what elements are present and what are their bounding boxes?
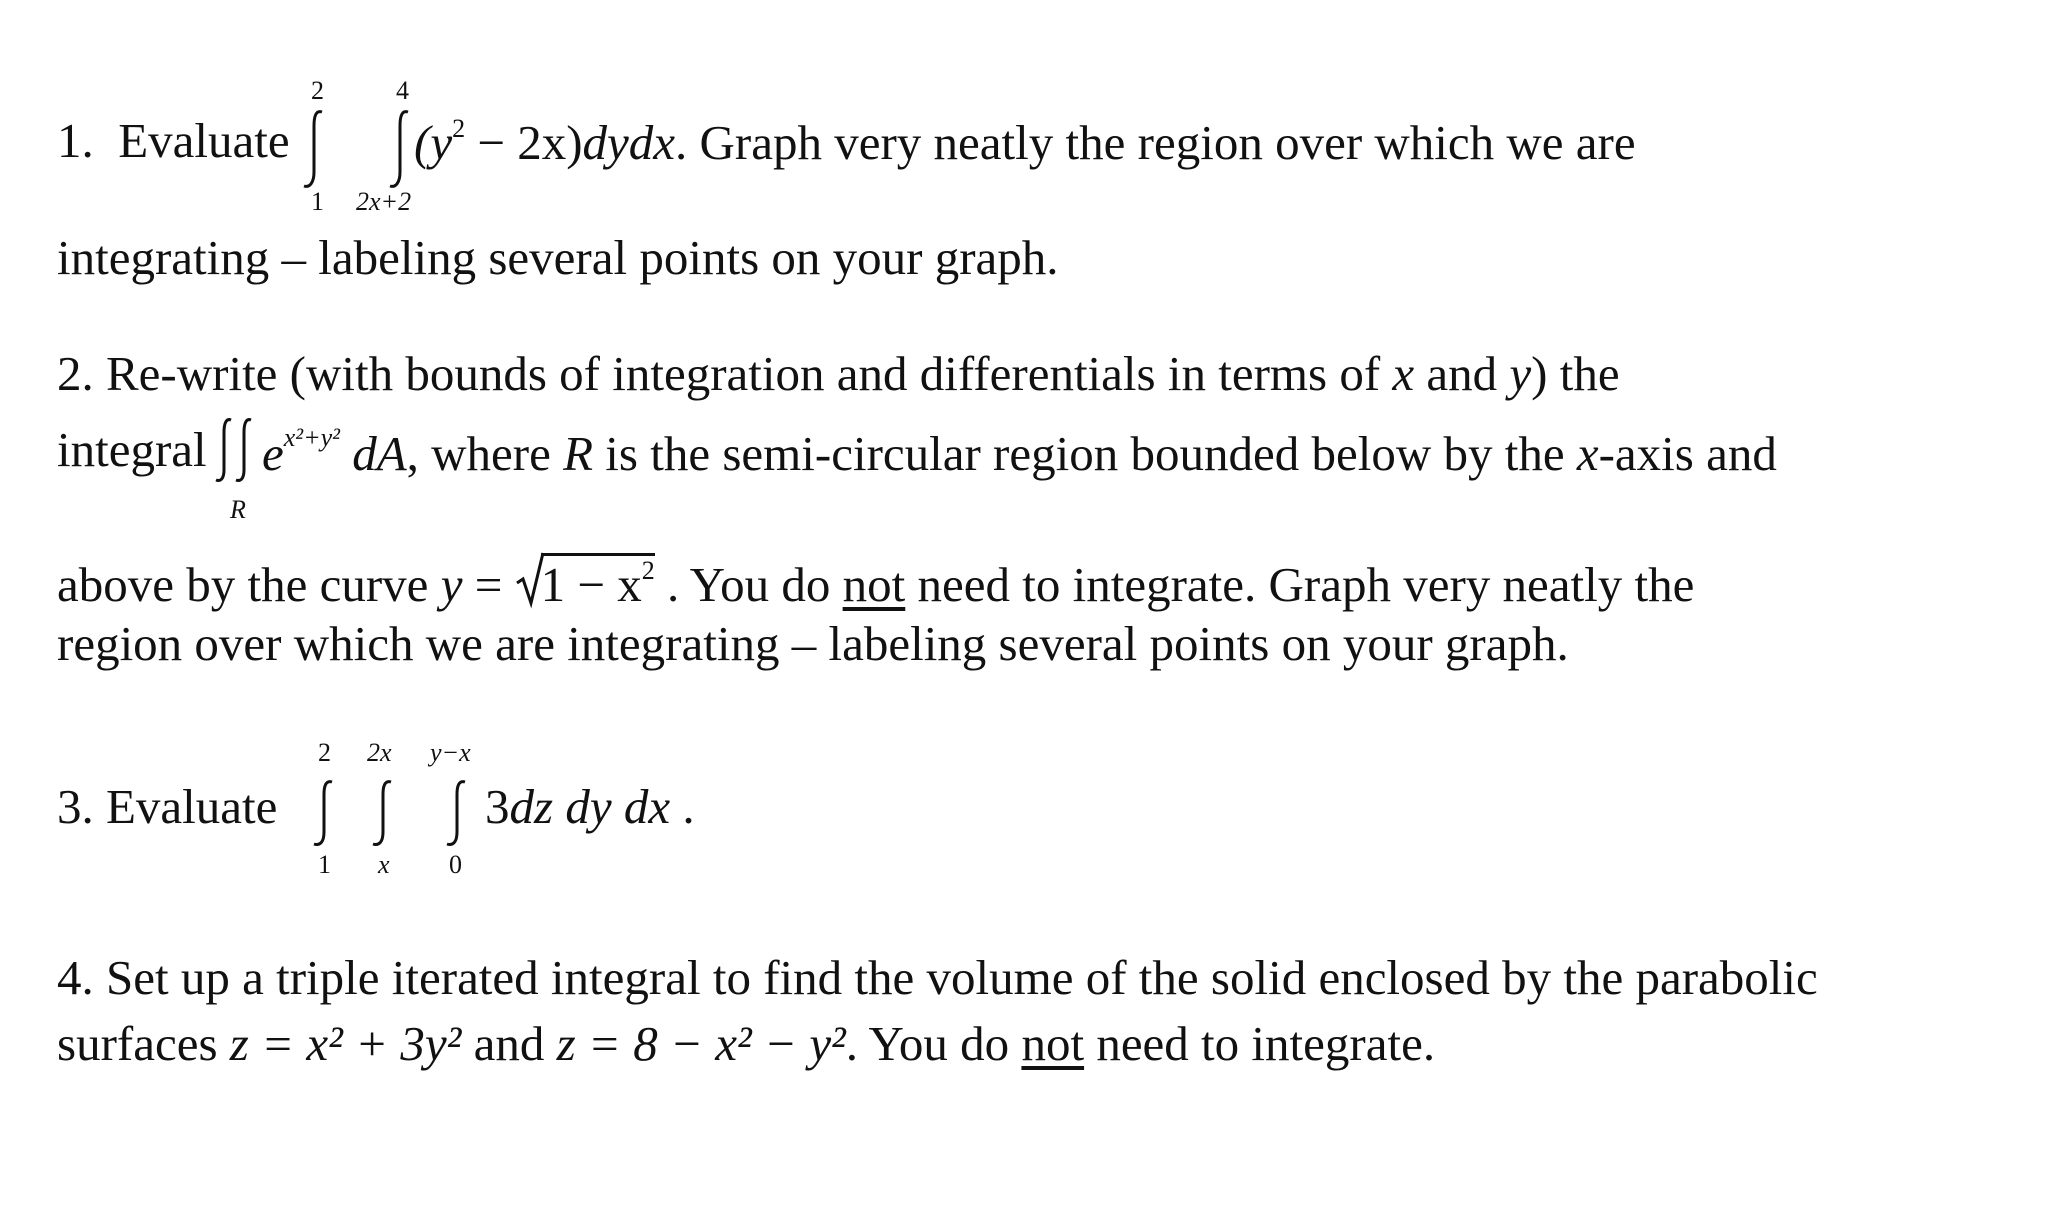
double-integral-sign xyxy=(213,416,263,484)
variable-R: R xyxy=(563,426,594,481)
inner-lower-bound: 0 xyxy=(449,850,462,879)
inner-upper-bound: y−x xyxy=(430,738,471,767)
integrand-rest: − 2x) xyxy=(465,115,583,170)
region-label: R xyxy=(230,495,246,524)
problem-2-text: , where xyxy=(406,426,564,481)
problem-number: 3. xyxy=(57,779,94,834)
variable-x: x xyxy=(1392,346,1415,401)
problem-number: 2. xyxy=(57,346,94,401)
differential: dydx xyxy=(582,115,676,170)
middle-upper-bound: 2x xyxy=(367,738,392,767)
integrand: 3 xyxy=(485,779,510,834)
problem-2-text: above by the curve xyxy=(57,557,441,612)
cropped-text-fragment xyxy=(180,0,580,8)
problem-2-line-4: region over which we are integrating – labeling several points on your graph. xyxy=(57,616,1569,671)
integrand-1 xyxy=(414,114,1636,170)
outer-upper-bound: 2 xyxy=(311,76,324,105)
variable-y: y xyxy=(1509,346,1532,401)
problem-4-line-1 xyxy=(57,950,1818,1005)
problem-1-line-1 xyxy=(57,113,290,168)
problem-number: 4. xyxy=(57,950,94,1005)
radicand: 1 − x xyxy=(540,557,642,612)
integrand-exponent: x²+y² xyxy=(283,423,340,452)
integrand-exponent: 2 xyxy=(452,114,466,143)
inner-upper-bound: 4 xyxy=(396,76,409,105)
outer-upper-bound: 2 xyxy=(318,738,331,767)
emphasis-not: not xyxy=(842,557,906,612)
problem-4-line-2 xyxy=(57,1016,1436,1071)
integral-sign-middle xyxy=(369,778,399,848)
integral-sign-outer xyxy=(310,778,340,848)
inner-lower-bound: 2x+2 xyxy=(356,187,412,216)
problem-2-text: Re-write (with bounds of integration and differentials in terms of xyxy=(106,346,1393,401)
curve-equals: = xyxy=(462,557,515,612)
differential: dz dy dx xyxy=(509,779,671,834)
surface-equation-2: z = 8 − x² − y² xyxy=(556,1016,846,1071)
middle-lower-bound: x xyxy=(378,850,390,879)
problem-4-text: . You do xyxy=(845,1016,1022,1071)
problem-2-line-3 xyxy=(57,553,1695,612)
problem-number: 1. xyxy=(57,113,94,168)
outer-lower-bound: 1 xyxy=(318,850,331,879)
problem-lead: Evaluate xyxy=(106,779,278,834)
problem-2-text: ) the xyxy=(1531,346,1620,401)
integrand-open: (y xyxy=(414,115,453,170)
problem-2-text: and xyxy=(1414,346,1510,401)
problem-3-integrand xyxy=(485,779,695,834)
problem-2-text: . You do xyxy=(654,557,843,612)
integrand-base: e xyxy=(262,426,284,481)
problem-4-text: surfaces xyxy=(57,1016,230,1071)
square-root xyxy=(515,553,655,612)
radicand-exponent: 2 xyxy=(641,556,655,585)
problem-2-text: need to integrate. Graph very neatly the xyxy=(905,557,1695,612)
emphasis-not: not xyxy=(1021,1016,1085,1071)
integral-sign-inner xyxy=(443,778,473,848)
problem-4-text: Set up a triple iterated integral to find the volume of the solid enclosed by the parabolic xyxy=(106,950,1818,1005)
problem-2-line-2-lead: integral xyxy=(57,422,207,477)
problem-3-line-1 xyxy=(57,779,278,834)
surface-equation-1: z = x² + 3y² xyxy=(229,1016,462,1071)
outer-lower-bound: 1 xyxy=(311,187,324,216)
problem-2-text: -axis and xyxy=(1598,426,1777,481)
problem-1-text-after: . Graph very neatly the region over which we are xyxy=(675,115,1636,170)
problem-lead: Evaluate xyxy=(118,113,290,168)
radical-sign-icon xyxy=(515,551,545,609)
problem-2-line-2 xyxy=(262,423,1777,481)
variable-x: x xyxy=(1576,426,1599,481)
problem-4-text: need to integrate. xyxy=(1084,1016,1436,1071)
problem-4-text: and xyxy=(461,1016,557,1071)
problem-2-line-1 xyxy=(57,346,1620,401)
problem-2-text: is the semi-circular region bounded below by the xyxy=(593,426,1577,481)
problem-3-tail: . xyxy=(670,779,695,834)
problem-1-line-2: integrating – labeling several points on your graph. xyxy=(57,230,1059,285)
integral-sign-outer xyxy=(300,108,330,190)
differential: dA xyxy=(352,426,407,481)
curve-lhs: y xyxy=(440,557,463,612)
integral-sign-inner xyxy=(386,108,416,190)
